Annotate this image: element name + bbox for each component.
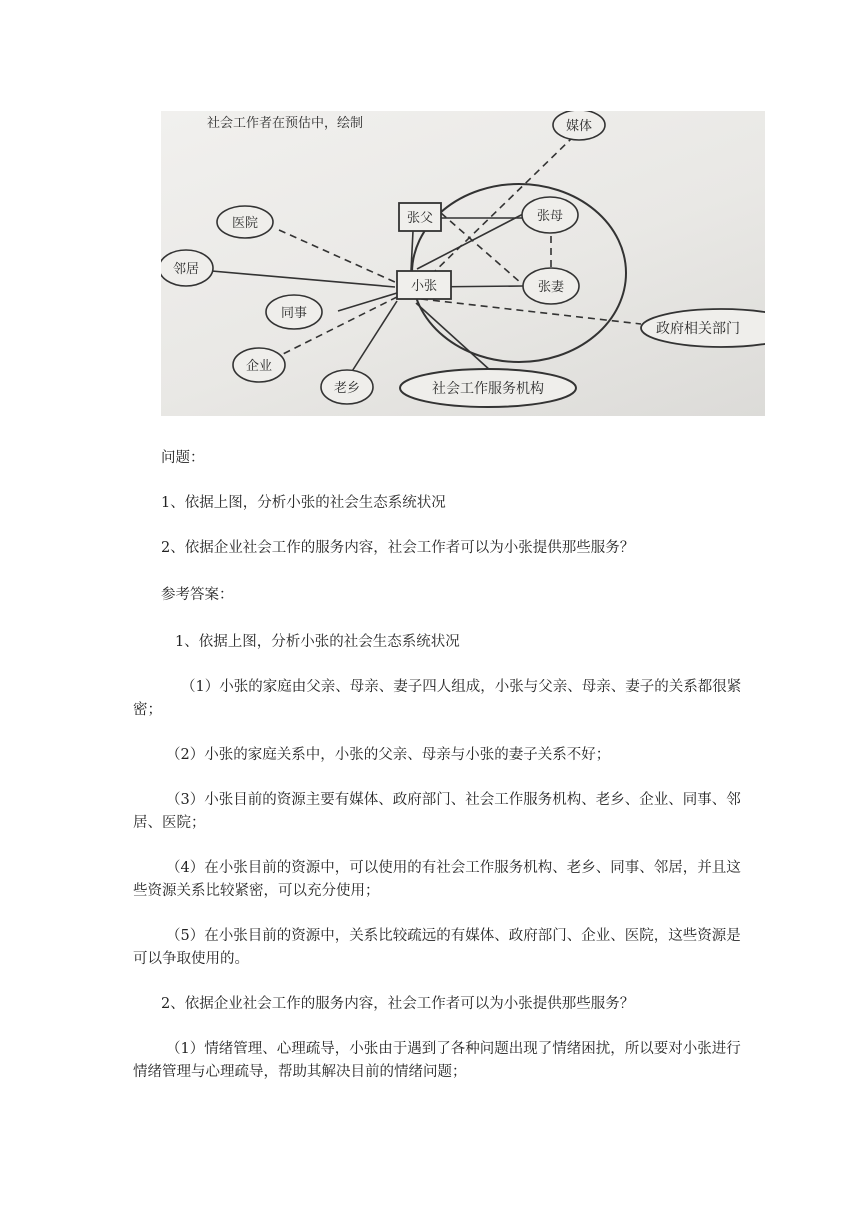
link-colleague — [338, 293, 397, 311]
colleague-label: 同事 — [280, 306, 308, 321]
link-father-wife — [441, 213, 521, 283]
government-label: 政府相关部门 — [656, 321, 740, 337]
enterprise-label: 企业 — [245, 359, 273, 374]
answer-heading: 参考答案： — [161, 587, 234, 603]
father-label: 张父 — [406, 211, 434, 226]
wife-label: 张妻 — [537, 280, 565, 295]
answer-1-point-4: （4）在小张目前的资源中，可以使用的有社会工作服务机构、老乡、同事、邻居，并且这些资源关系比较紧密，可以充分使用； — [133, 860, 741, 899]
link-hospital — [279, 230, 397, 283]
townsman-label: 老乡 — [333, 381, 361, 396]
answer-2-title: 2、依据企业社会工作的服务内容，社会工作者可以为小张提供那些服务？ — [161, 996, 635, 1012]
answer-1-point-5: （5）在小张目前的资源中，关系比较疏远的有媒体、政府部门、企业、医院，这些资源是可以争取使用的。 — [133, 928, 741, 967]
answer-2-point-1: （1）情绪管理、心理疏导，小张由于遇到了各种问题出现了情绪困扰，所以要对小张进行情绪管理与心理疏导，帮助其解决目前的情绪问题； — [133, 1041, 741, 1080]
question-2: 2、依据企业社会工作的服务内容，社会工作者可以为小张提供那些服务？ — [161, 540, 635, 556]
answer-1-point-2: （2）小张的家庭关系中，小张的父亲、母亲与小张的妻子关系不好； — [166, 747, 611, 763]
ecomap-photo — [161, 111, 765, 416]
ecomap-diagram — [161, 111, 765, 416]
answer-1-title: 1、依据上图，分析小张的社会生态系统状况 — [175, 634, 460, 650]
figure-caption: 社会工作者在预估中，绘制 — [207, 116, 364, 131]
mother-label: 张母 — [536, 209, 564, 224]
link-agency — [416, 303, 491, 371]
hospital-label: 医院 — [231, 216, 259, 231]
link-government — [421, 299, 641, 324]
answer-1-point-1: （1）小张的家庭由父亲、母亲、妻子四人组成，小张与父亲、母亲、妻子的关系都很紧密； — [133, 679, 742, 718]
media-label: 媒体 — [565, 119, 593, 134]
xiaozhang-label: 小张 — [410, 279, 438, 294]
sw-agency-label: 社会工作服务机构 — [432, 381, 544, 397]
dashed-links — [273, 139, 641, 359]
question-1: 1、依据上图，分析小张的社会生态系统状况 — [161, 495, 446, 511]
question-heading: 问题： — [161, 450, 205, 466]
neighbor-label: 邻居 — [172, 262, 200, 277]
link-townsman — [349, 301, 397, 376]
answer-1-point-3: （3）小张目前的资源主要有媒体、政府部门、社会工作服务机构、老乡、企业、同事、邻居、医院； — [133, 792, 741, 831]
link-neighbor — [189, 269, 395, 287]
